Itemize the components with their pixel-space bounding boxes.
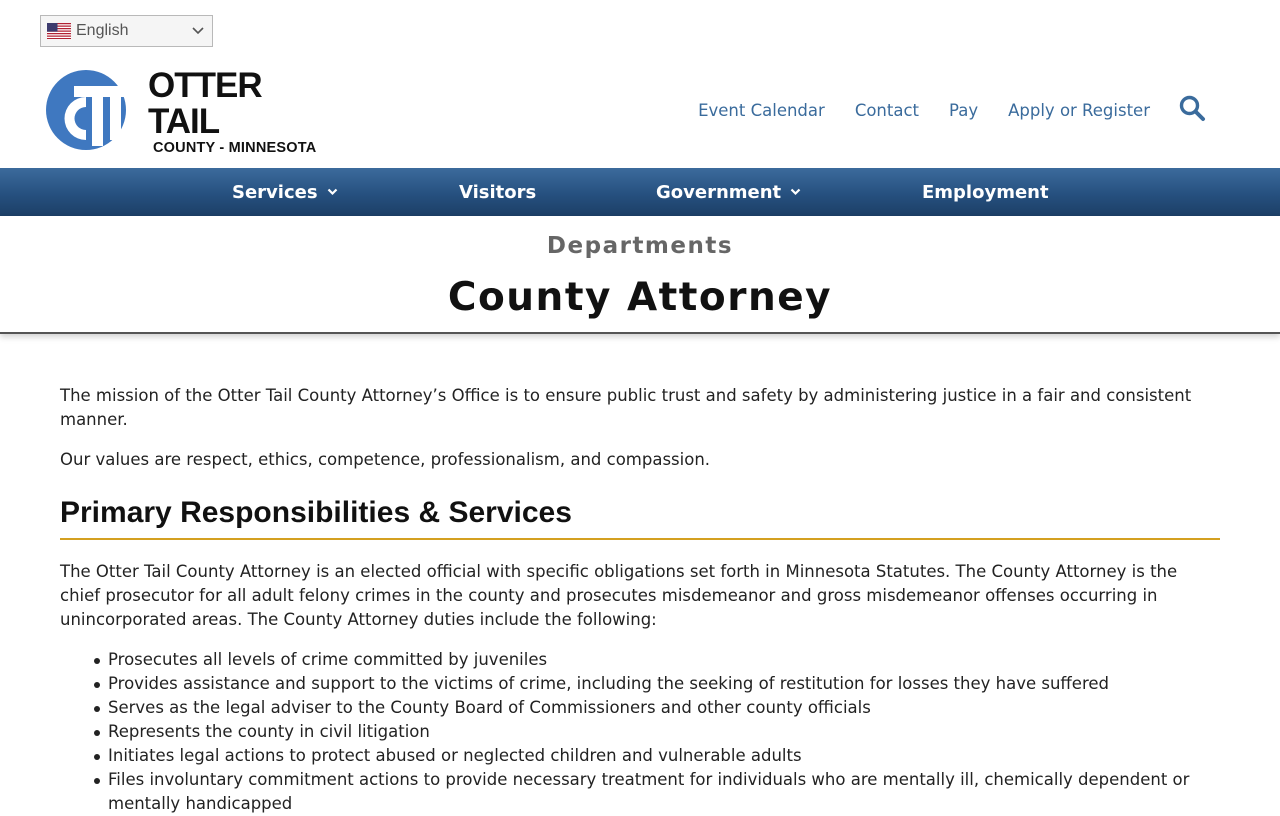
nav-employment-label: Employment [922, 181, 1049, 203]
language-selector[interactable] [40, 15, 213, 47]
list-item: Initiates legal actions to protect abused or neglected children and vulnerable adults [108, 744, 1220, 768]
search-button[interactable] [1178, 96, 1206, 124]
list-item: Prosecutes all levels of crime committed by juveniles [108, 648, 1220, 672]
county-logo[interactable] [46, 66, 336, 156]
otter-tail-logo-icon [46, 70, 132, 154]
values-paragraph: Our values are respect, ethics, competence, professionalism, and compassion. [60, 450, 711, 469]
logo-sub-text: COUNTY - MINNESOTA [153, 140, 317, 156]
nav-employment[interactable] [922, 168, 1049, 216]
us-flag-icon [47, 23, 71, 39]
event-calendar-link[interactable]: Event Calendar [698, 100, 825, 120]
chevron-down-icon [327, 186, 339, 198]
breadcrumb-category: Departments [546, 233, 734, 259]
pay-link[interactable]: Pay [949, 100, 979, 120]
list-item: Provides assistance and support to the victims of crime, including the seeking of restitution for losses they have suffered [108, 672, 1220, 696]
search-icon [1179, 95, 1205, 125]
language-selected-label: English [76, 22, 129, 39]
mission-paragraph: The mission of the Otter Tail County Attorney’s Office is to ensure public trust and safety by administering justice in a fair and consistent manner. [60, 386, 1192, 429]
intro-paragraph: The Otter Tail County Attorney is an elected official with specific obligations set forth in Minnesota Statutes. The County Attorney is the chief prosecutor for all adult felony crimes in the county and prosecutes misdemeanor and gross misdemeanor offenses occurring in unincorporated areas. The County Attorney duties include the following: [60, 562, 1178, 629]
nav-services[interactable] [232, 168, 339, 216]
chevron-down-icon [790, 186, 802, 198]
logo-main-text: OTTER TAIL [148, 66, 262, 141]
list-item: Serves as the legal adviser to the County Board of Commissioners and other county officials [108, 696, 1220, 720]
nav-visitors-label: Visitors [459, 181, 537, 203]
duties-list [108, 648, 1220, 816]
contact-link[interactable]: Contact [854, 100, 920, 120]
page-title: County Attorney [447, 275, 833, 320]
nav-government-label: Government [656, 181, 782, 203]
chevron-down-icon [190, 23, 206, 39]
list-item: Represents the county in civil litigation [108, 720, 1220, 744]
page-header [0, 216, 1280, 334]
apply-or-register-link[interactable]: Apply or Register [1008, 100, 1150, 120]
main-content [60, 384, 1220, 816]
nav-visitors[interactable] [459, 168, 536, 216]
utility-nav [668, 96, 1206, 124]
section-heading: Primary Responsibilities & Services [60, 494, 1220, 540]
nav-government[interactable] [656, 168, 802, 216]
list-item: Files involuntary commitment actions to provide necessary treatment for individuals who are mentally ill, chemically dependent or mentally handicapped [108, 768, 1220, 816]
main-nav [0, 168, 1280, 216]
nav-services-label: Services [232, 181, 318, 203]
